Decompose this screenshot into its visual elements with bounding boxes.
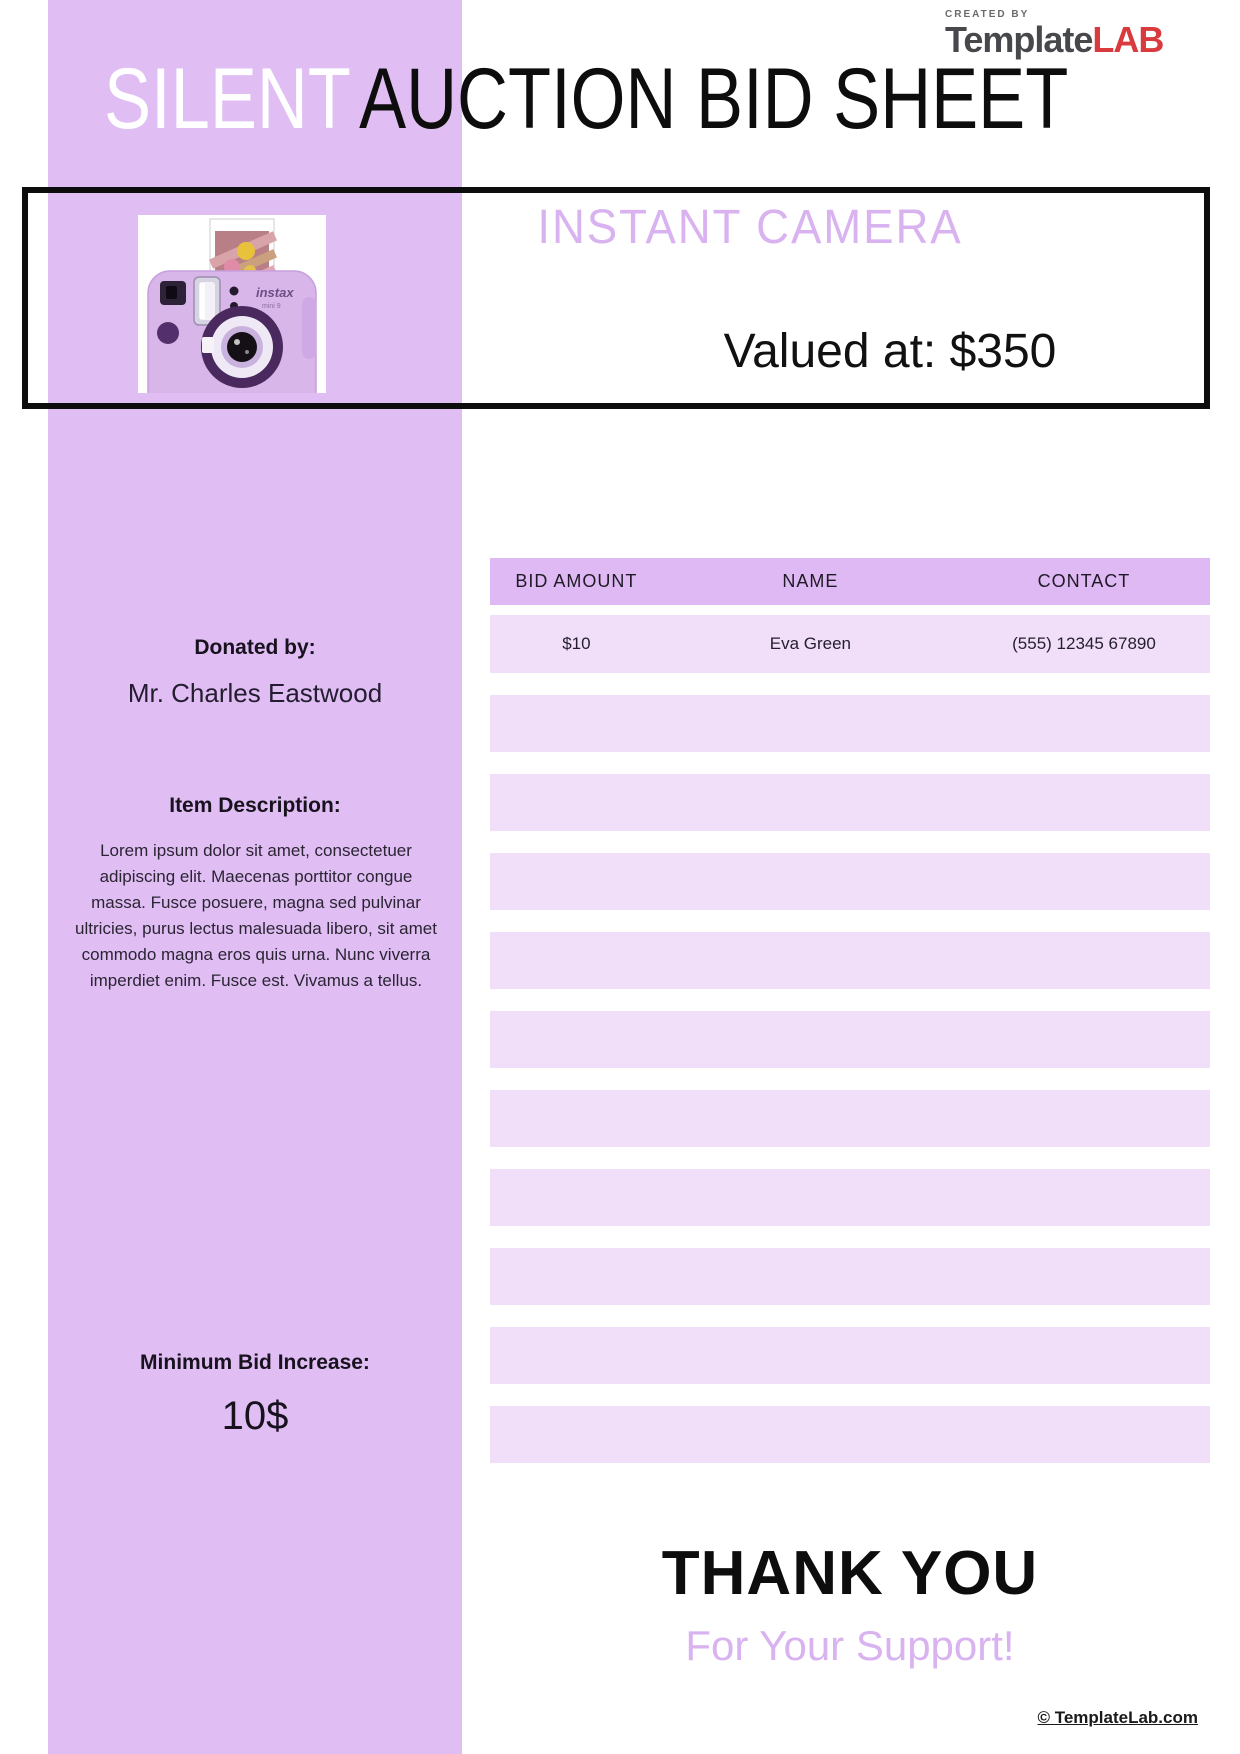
camera-model-text: mini 9 [262, 303, 281, 310]
donated-by-name: Mr. Charles Eastwood [127, 678, 383, 708]
bid-table-empty-row [490, 932, 1210, 989]
header-name: NAME [782, 571, 839, 591]
logo-wordmark [945, 19, 1164, 60]
support-subheading: For Your Support! [685, 1622, 1015, 1669]
item-description-label: Item Description: [169, 794, 341, 817]
bid-table-empty-row [490, 1327, 1210, 1384]
table-row [490, 615, 1210, 673]
cell-bid-amount: $10 [562, 634, 591, 653]
camera-body [148, 271, 316, 393]
logo-created-by: CREATED BY [945, 9, 1030, 20]
templatelab-logo[interactable] [945, 10, 1163, 58]
cell-name: Eva Green [769, 634, 852, 653]
item-name: INSTANT CAMERA [537, 201, 963, 254]
title-silent: SILENT [104, 51, 351, 147]
bid-table [490, 558, 1210, 1463]
bid-table-header [490, 558, 1210, 605]
minimum-bid-value: 10$ [221, 1394, 289, 1438]
header-bid-amount: BID AMOUNT [515, 571, 638, 591]
donated-by-label: Donated by: [194, 636, 316, 659]
item-photo [138, 215, 326, 393]
bid-table-empty-row [490, 774, 1210, 831]
logo-template-text: Template [945, 19, 1093, 60]
bid-table-empty-row [490, 1090, 1210, 1147]
title-rest: AUCTION BID SHEET [359, 51, 1069, 147]
header-contact: CONTACT [1037, 571, 1131, 591]
bid-table-empty-row [490, 1406, 1210, 1463]
item-description-text: Lorem ipsum dolor sit amet, consectetuer adipiscing elit. Maecenas porttitor congue massa. Fusce posuere, magna sed pulvinar ultricies, purus lectus malesuada libero, sit amet commodo magna eros quis urna. Nunc viverra imperdiet enim. Fusce est. Vivamus a tellus. [75, 841, 437, 990]
page-title [104, 51, 1069, 147]
minimum-bid-label: Minimum Bid Increase: [140, 1351, 370, 1374]
cell-contact: (555) 12345 67890 [1012, 634, 1156, 653]
bid-table-empty-row [490, 695, 1210, 752]
templatelab-credit-link[interactable]: © TemplateLab.com [1037, 1708, 1198, 1727]
camera-brand-text: instax [256, 285, 294, 300]
instax-camera-image [138, 215, 326, 393]
thank-you-heading: THANK YOU [661, 1539, 1039, 1608]
bid-table-empty-row [490, 1011, 1210, 1068]
bid-table-empty-rows [490, 695, 1210, 1463]
bid-table-empty-row [490, 1248, 1210, 1305]
logo-lab-text: LAB [1092, 19, 1164, 60]
item-value: Valued at: $350 [723, 325, 1057, 378]
bid-table-empty-row [490, 1169, 1210, 1226]
bid-table-empty-row [490, 853, 1210, 910]
